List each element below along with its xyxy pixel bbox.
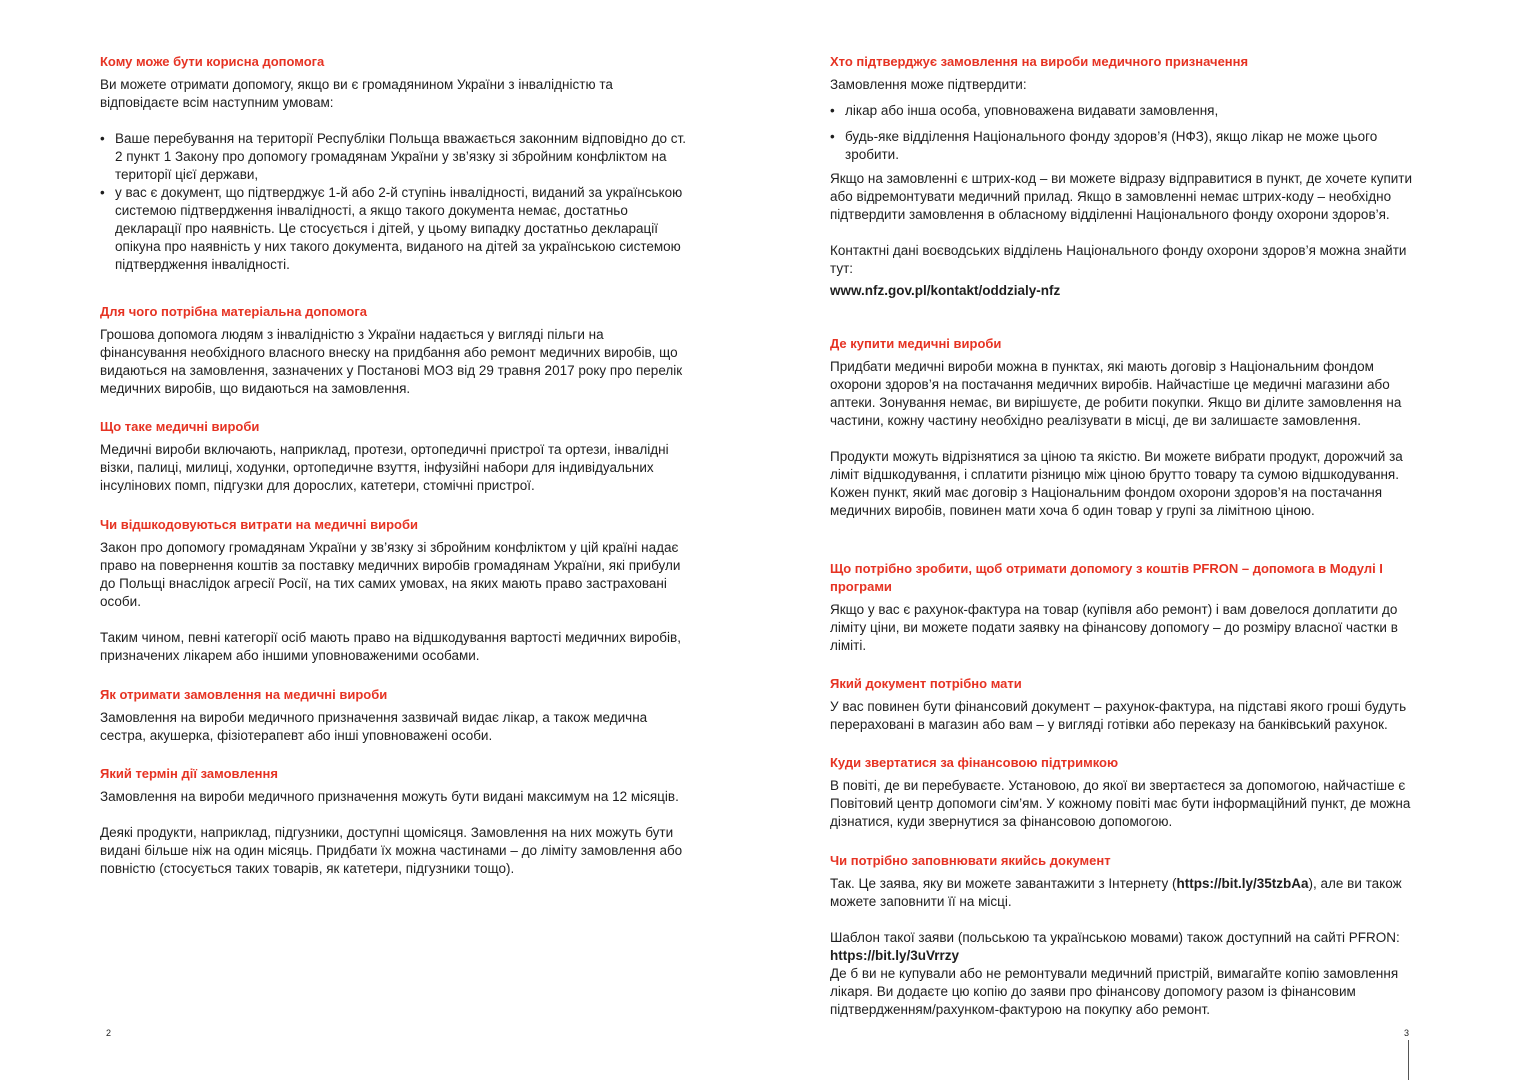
- paragraph: Якщо у вас є рахунок-фактура на товар (купівля або ремонт) і вам довелося доплатити до ліміту ціни, ви можете подати заявку на фінансову допомогу – до розміру власної частки в ліміті.: [830, 602, 1398, 653]
- paragraph: Замовлення може підтвердити:: [830, 77, 1027, 92]
- section-heading: Як отримати замовлення на медичні вироби: [100, 687, 388, 702]
- section-why-financial-help: [100, 303, 690, 398]
- paragraph: Ви можете отримати допомогу, якщо ви є громадянином України з інвалідністю та відповідаєте всім наступним умовам:: [100, 77, 613, 110]
- paragraph: Таким чином, певні категорії осіб мають право на відшкодування вартості медичних виробів, призначених лікарем або іншими уповноваженими особами.: [100, 630, 681, 663]
- section-order-validity: [100, 765, 690, 878]
- section-reimbursement: [100, 516, 690, 665]
- conditions-list: [100, 130, 690, 274]
- section-heading: Де купити медичні вироби: [830, 336, 1002, 351]
- section-where-to-buy: [830, 335, 1422, 520]
- section-heading: Куди звертатися за фінансовою підтримкою: [830, 755, 1119, 770]
- section-heading: Що потрібно зробити, щоб отримати допомогу з коштів PFRON – допомога в Модулі I програми: [830, 561, 1383, 594]
- text-span: ), але ви також можете заповнити її на місці.: [830, 876, 1402, 909]
- paragraph: Закон про допомогу громадянам України у зв’язку зі збройним конфліктом у цій країні надає право на повернення коштів за поставку медичних виробів громадянам України, які прибули до Польщі внаслідок агресії Росії, на тих самих умовах, на яких мають право застраховані особи.: [100, 540, 681, 609]
- paragraph: Продукти можуть відрізнятися за ціною та якістю. Ви можете вибрати продукт, дорожчий за ліміт відшкодування, і сплатити різницю між ціною брутто товару та сумою відшкодування. Кожен пункт, який має договір з Національним фондом охорони здоров’я на постачання медичних виробів, повинен мати хоча б один товар у групі за лімітною ціною.: [830, 449, 1403, 518]
- right-page: [830, 0, 1422, 1080]
- section-pfron-help: [830, 560, 1422, 655]
- list-item: • у вас є документ, що підтверджує 1-й або 2-й ступінь інвалідності, виданий за українською системою підтвердження інвалідності, а якщо такого документа немає, достатньо декларації про наявність. Це стосується і дітей, у цьому випадку достатньо декларації опікуна про наявність у них такого документа, виданого на дітей за українською системою підтвердження інвалідності.: [100, 184, 690, 274]
- confirmers-list: [830, 102, 1422, 164]
- section-what-are-medical-devices: [100, 418, 690, 495]
- pfron-template-link[interactable]: https://bit.ly/3uVrrzy: [830, 948, 960, 963]
- text-span: Так. Це заява, яку ви можете завантажити з Інтернету (: [830, 876, 1177, 891]
- paragraph: В повіті, де ви перебуваєте. Установою, до якої ви звертаєтеся за допомогою, найчастіше є Повітовий центр допомоги сім’ям. У кожному повіті має бути інформаційний пункт, де можна дізнатися, куди звернутися за фінансовою допомогою.: [830, 778, 1411, 829]
- section-heading: Для чого потрібна матеріальна допомога: [100, 304, 367, 319]
- paragraph: Шаблон такої заяви (польською та українською мовами) також доступний на сайті PFRON:: [830, 930, 1400, 945]
- list-item: • лікар або інша особа, уповноважена видавати замовлення,: [830, 102, 1422, 120]
- paragraph: У вас повинен бути фінансовий документ – рахунок-фактура, на підставі якого гроші будуть перераховані в магазин або вам – у вигляді готівки або переказу на банківський рахунок.: [830, 699, 1407, 732]
- section-heading: Хто підтверджує замовлення на вироби медичного призначення: [830, 54, 1249, 69]
- paragraph: Медичні вироби включають, наприклад, протези, ортопедичні пристрої та ортези, інвалідні візки, палиці, милиці, ходунки, ортопедичне взуття, інфузійні набори для індивідуальних інсулінових помп, підгузки для дорослих, катетери, стомічні пристрої.: [100, 442, 669, 493]
- section-heading: Чи відшкодовуються витрати на медичні вироби: [100, 517, 418, 532]
- paragraph: Грошова допомога людям з інвалідністю з України надається у вигляді пільги на фінансування необхідного власного внеску на придбання або ремонт медичних виробів, що видаються на замовлення, зазначених у Постанові МОЗ від 29 травня 2017 року про перелік медичних виробів, що видаються на замовлення.: [100, 327, 683, 396]
- section-heading: Чи потрібно заповнювати якийсь документ: [830, 853, 1111, 868]
- paragraph: Замовлення на вироби медичного призначення зазвичай видає лікар, а також медична сестра, акушерка, фізіотерапевт або інші уповноважені особи.: [100, 710, 648, 743]
- list-item: • Ваше перебування на території Республіки Польща вважається законним відповідно до ст. 2 пункт 1 Закону про допомогу громадянам України у зв’язку зі збройним конфліктом на території цієї держави,: [100, 130, 690, 184]
- left-page: [100, 0, 690, 1080]
- list-item: • будь-яке відділення Національного фонду здоров’я (НФЗ), якщо лікар не може цього зробити.: [830, 128, 1422, 164]
- application-download-link[interactable]: https://bit.ly/35tzbAa: [1176, 876, 1309, 891]
- page-number-right: 3: [1404, 1028, 1410, 1038]
- section-who-can-benefit: [100, 53, 690, 274]
- margin-rule: [1408, 1040, 1409, 1080]
- paragraph: Придбати медичні вироби можна в пунктах, які мають договір з Національним фондом охорони здоров’я на постачання медичних виробів. Найчастіше це медичні магазини або аптеки. Зонування немає, ви вирішуєте, де робити покупки. Якщо ви ділите замовлення на частини, кожну частину необхідно реалізувати в місці, де ви залишаєте замовлення.: [830, 359, 1402, 428]
- paragraph: Контактні дані воєводських відділень Національного фонду охорони здоров’я можна знайти тут:: [830, 243, 1407, 276]
- paragraph: [830, 875, 1422, 911]
- paragraph: Замовлення на вироби медичного призначення можуть бути видані максимум на 12 місяців.: [100, 789, 679, 804]
- section-where-to-apply: [830, 754, 1422, 831]
- paragraph: Деякі продукти, наприклад, підгузники, доступні щомісяця. Замовлення на них можуть бути видані більше ніж на один місяць. Придбати їх можна частинами – до ліміту замовлення або повністю (стосується таких товарів, як катетери, підгузники тощо).: [100, 825, 683, 876]
- section-heading: Який термін дії замовлення: [100, 766, 278, 781]
- section-how-to-get-order: [100, 686, 690, 745]
- paragraph: Якщо на замовленні є штрих-код – ви можете відразу відправитися в пункт, де хочете купити або відремонтувати медичний прилад. Якщо в замовленні немає штрих-коду – необхідно підтвердити замовлення в обласному відділенні Національного фонду охорони здоров’я.: [830, 171, 1413, 222]
- section-who-confirms-order: [830, 53, 1422, 300]
- section-heading: Кому може бути корисна допомога: [100, 54, 325, 69]
- paragraph: Де б ви не купували або не ремонтували медичний пристрій, вимагайте копію замовлення лікаря. Ви додаєте цю копію до заяви про фінансову допомогу разом із фінансовим підтвердженням/рахунком-фактурою на покупку або ремонт.: [830, 966, 1399, 1017]
- section-fill-document: [830, 852, 1422, 1019]
- section-heading: Який документ потрібно мати: [830, 676, 1022, 691]
- section-required-document: [830, 675, 1422, 734]
- page-number-left: 2: [106, 1028, 112, 1038]
- section-heading: Що таке медичні вироби: [100, 419, 260, 434]
- nfz-contacts-link[interactable]: www.nfz.gov.pl/kontakt/oddzialy-nfz: [830, 283, 1061, 298]
